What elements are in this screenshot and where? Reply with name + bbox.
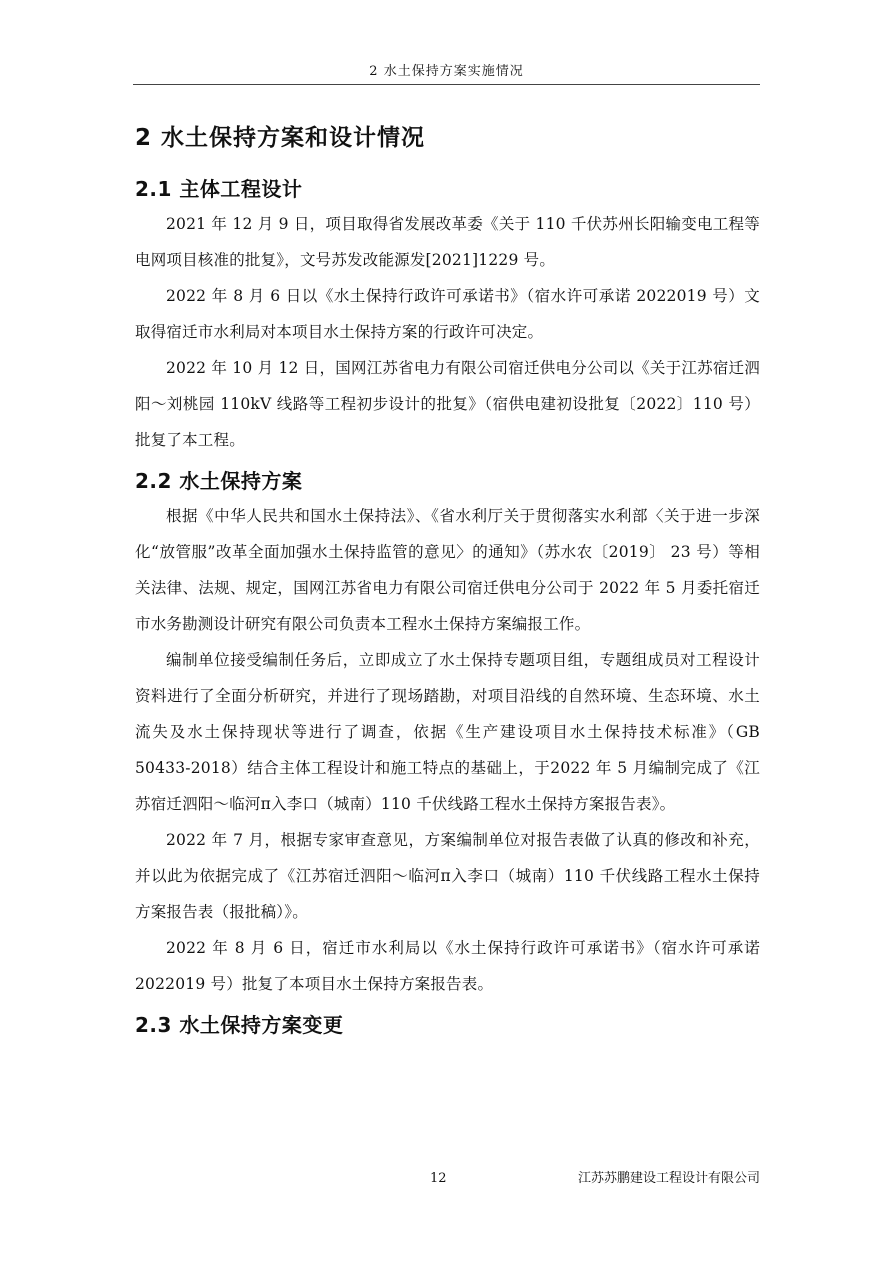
paragraph: 2021 年 12 月 9 日，项目取得省发展改革委《关于 110 千伏苏州长阳输变电工程等电网项目核准的批复》，文号苏发改能源发[2021]1229 号。: [135, 215, 760, 269]
section-2-2: [135, 464, 760, 1002]
chapter-title: 2 水土保持方案和设计情况: [135, 125, 426, 151]
paragraph: 编制单位接受编制任务后，立即成立了水土保持专题项目组，专题组成员对工程设计资料进行了全面分析研究，并进行了现场踏勘，对项目沿线的自然环境、生态环境、水土流失及水土保持现状等进行了调查，依据《生产建设项目水土保持技术标准》（GB 50433-2018）结合主体工程设计和施工特点的基础上，于2022 年 5 月编制完成了《江苏宿迁泗阳～临河π入李口（城南）110 千伏线路工程水土保持方案报告表》。: [135, 651, 760, 813]
section-heading: 2.2 水土保持方案: [135, 469, 303, 493]
section-2-1: [135, 172, 760, 458]
section-heading: 2.3 水土保持方案变更: [135, 1013, 344, 1037]
document-body: [135, 118, 760, 1042]
paragraph: 2022 年 8 月 6 日，宿迁市水利局以《水土保持行政许可承诺书》（宿水许可承诺 2022019 号）批复了本项目水土保持方案报告表。: [135, 939, 760, 993]
section-heading: 2.1 主体工程设计: [135, 177, 303, 201]
paragraph: 2022 年 8 月 6 日以《水土保持行政许可承诺书》（宿水许可承诺 2022019 号）文取得宿迁市水利局对本项目水土保持方案的行政许可决定。: [135, 287, 760, 341]
running-header-title: 2 水土保持方案实施情况: [369, 64, 524, 79]
company-name: 江苏苏鹏建设工程设计有限公司: [577, 1171, 760, 1186]
page-number: 12: [430, 1171, 447, 1186]
section-2-3: [135, 1008, 760, 1042]
running-header: [133, 62, 760, 85]
paragraph: 根据《中华人民共和国水土保持法》、《省水利厅关于贯彻落实水利部〈关于进一步深化“放管服”改革全面加强水土保持监管的意见〉的通知》（苏水农〔2019〕 23 号）等相关法律、法规、规定，国网江苏省电力有限公司宿迁供电分公司于 2022 年 5 月委托宿迁市水务勘测设计研究有限公司负责本工程水土保持方案编报工作。: [135, 507, 760, 633]
paragraph: 2022 年 10 月 12 日，国网江苏省电力有限公司宿迁供电分公司以《关于江苏宿迁泗阳～刘桃园 110kV 线路等工程初步设计的批复》（宿供电建初设批复〔2022〕110 号）批复了本工程。: [135, 359, 760, 449]
paragraph: 2022 年 7 月，根据专家审查意见，方案编制单位对报告表做了认真的修改和补充，并以此为依据完成了《江苏宿迁泗阳～临河π入李口（城南）110 千伏线路工程水土保持方案报告表（报批稿）》。: [135, 831, 760, 921]
